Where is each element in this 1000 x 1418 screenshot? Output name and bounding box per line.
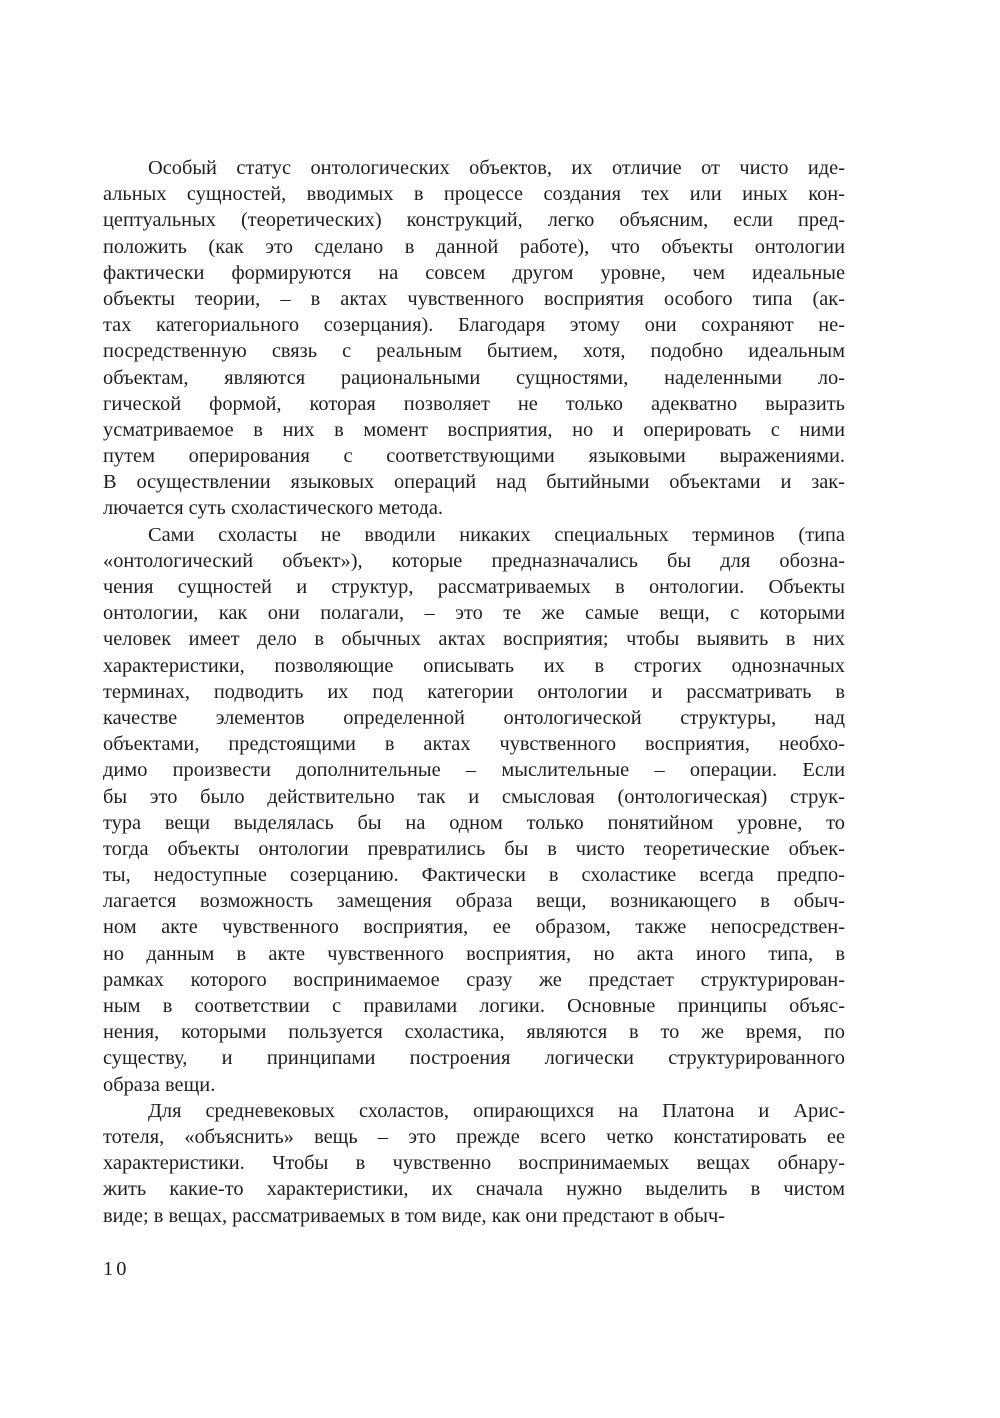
text-line: лагается возможность замещения образа вещи, возникающего в обыч- (103, 890, 845, 913)
text-line: путем оперирования с соответствующими языковыми выражениями. (103, 445, 845, 468)
text-line: цептуальных (теоретических) конструкций, легко объясним, если пред- (103, 209, 845, 232)
text-line: качестве элементов определенной онтологической структуры, над (103, 706, 845, 729)
text-line: рамках которого воспринимаемое сразу же предстает структурирован- (103, 968, 845, 991)
text-line: объектами, предстоящими в актах чувственного восприятия, необхо- (103, 733, 845, 756)
text-line: гической формой, которая позволяет не только адекватно выразить (103, 392, 845, 415)
text-line: ты, недоступные созерцанию. Фактически в схоластике всегда предпо- (103, 864, 845, 887)
text-line: характеристики. Чтобы в чувственно воспринимаемых вещах обнару- (103, 1152, 845, 1175)
text-line: «онтологический объект»), которые предназначались бы для обозна- (103, 549, 845, 572)
paragraph (103, 155, 845, 522)
text-line: димо произвести дополнительные – мыслительные – операции. Если (103, 759, 845, 782)
text-line: ным в соответствии с правилами логики. Основные принципы объяс- (103, 995, 845, 1017)
text-line: Сами схоласты не вводили никаких специальных терминов (типа (148, 523, 845, 546)
paragraph (103, 1098, 845, 1229)
text-line: характеристики, позволяющие описывать их в строгих однозначных (103, 654, 845, 677)
text-line: человек имеет дело в обычных актах восприятия; чтобы выявить в них (103, 628, 845, 651)
text-line: тах категориального созерцания). Благодаря этому они сохраняют не- (103, 314, 845, 337)
text-line: Для средневековых схоластов, опирающихся на Платона и Арис- (148, 1099, 845, 1122)
text-line: терминах, подводить их под категории онтологии и рассматривать в (103, 680, 845, 703)
text-line: виде; в вещах, рассматриваемых в том виде, как они предстают в обыч- (103, 1204, 726, 1227)
text-line: В осуществлении языковых операций над бытийными объектами и зак- (103, 471, 845, 494)
text-line: положить (как это сделано в данной работе), что объекты онтологии (103, 235, 845, 258)
text-line: фактически формируются на совсем другом уровне, чем идеальные (103, 261, 845, 284)
text-line: Особый статус онтологических объектов, их отличие от чисто иде- (148, 157, 845, 179)
text-line: чения сущностей и структур, рассматриваемых в онтологии. Объекты (103, 576, 845, 598)
text-line: образа вещи. (103, 1073, 216, 1096)
text-line: усматриваемое в них в момент восприятия, но и оперировать с ними (103, 418, 845, 441)
text-line: тотеля, «объяснить» вещь – это прежде всего четко констатировать ее (103, 1125, 845, 1148)
text-line: тура вещи выделялась бы на одном только понятийном уровне, то (103, 811, 845, 834)
text-line: тогда объекты онтологии превратились бы в чисто теоретические объек- (103, 837, 845, 860)
text-line: онтологии, как они полагали, – это те же самые вещи, с которыми (103, 602, 845, 625)
text-line: ном акте чувственного восприятия, ее образом, также непосредствен- (103, 916, 845, 939)
body-text (103, 155, 845, 1229)
text-line: альных сущностей, вводимых в процессе создания тех или иных кон- (103, 183, 845, 206)
paragraph (103, 522, 845, 1098)
text-line: лючается суть схоластического метода. (103, 497, 443, 520)
text-line: но данным в акте чувственного восприятия, но акта иного типа, в (103, 942, 845, 965)
text-line: объектам, являются рациональными сущностями, наделенными ло- (103, 366, 845, 389)
text-line: посредственную связь с реальным бытием, хотя, подобно идеальным (103, 340, 845, 363)
text-line: бы это было действительно так и смысловая (онтологическая) струк- (103, 785, 845, 808)
text-line: жить какие-то характеристики, их сначала нужно выделить в чистом (103, 1178, 845, 1201)
page-number: 10 (103, 1258, 130, 1280)
text-line: нения, которыми пользуется схоластика, являются в то же время, по (103, 1021, 845, 1044)
text-line: объекты теории, – в актах чувственного восприятия особого типа (ак- (103, 287, 845, 310)
text-line: существу, и принципами построения логически структурированного (103, 1047, 845, 1070)
